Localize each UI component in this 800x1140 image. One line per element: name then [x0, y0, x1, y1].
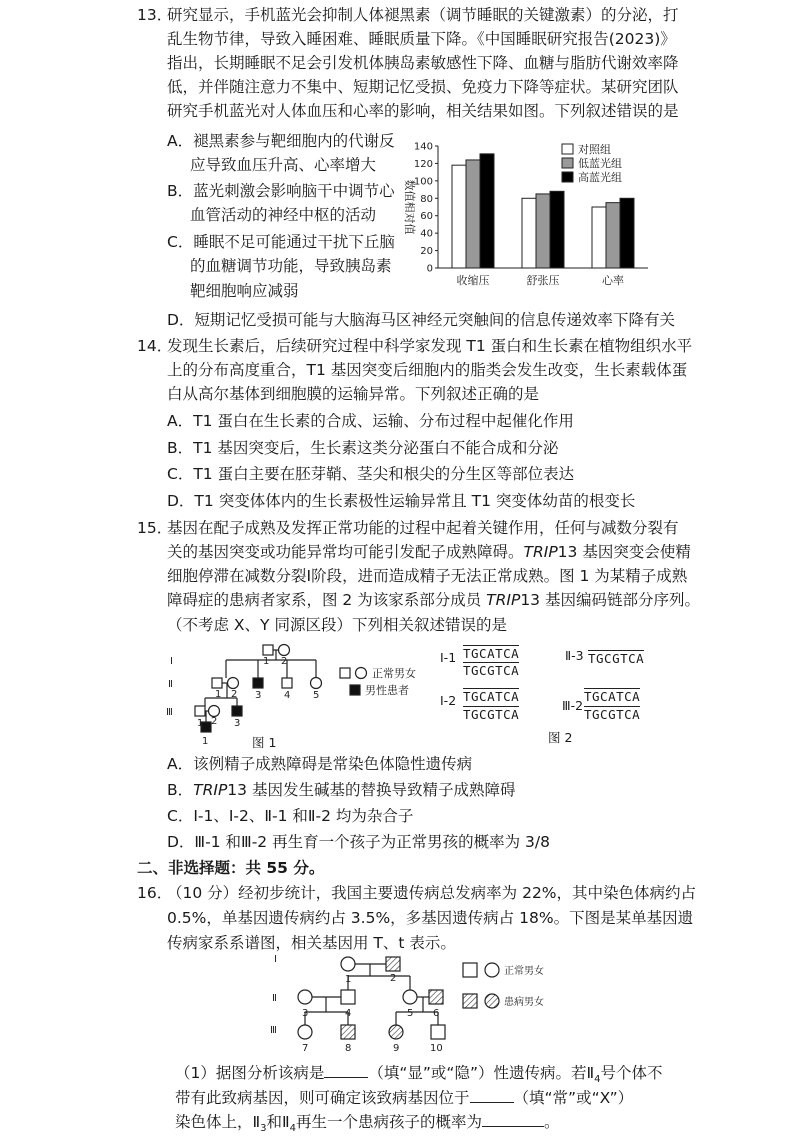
- figure-2-caption: 图 2: [548, 730, 573, 745]
- q15-line-3: 细胞停滞在减数分裂Ⅰ阶段，进而造成精子无法正常成熟。图 1 为某精子成熟: [167, 567, 688, 585]
- q15-option-d: D．Ⅲ-1 和Ⅲ-2 再生育一个孩子为正常男孩的概率为 3/8: [167, 833, 550, 851]
- chart-bar: [620, 198, 634, 268]
- svg-text:1: 1: [215, 689, 222, 700]
- chart-category-label: 舒张压: [526, 274, 560, 287]
- chart-bar: [466, 160, 480, 268]
- svg-text:1: 1: [197, 718, 204, 729]
- q14-option-c: C．T1 蛋白主要在胚芽鞘、茎尖和根尖的分生区等部位表达: [167, 465, 575, 483]
- chart-bar: [522, 198, 536, 268]
- q14-option-d: D．T1 突变体体内的生长素极性运输异常且 T1 突变体幼苗的根变长: [167, 492, 636, 510]
- chart-y-tick-label: 0: [426, 263, 433, 275]
- chart-y-tick-label: 140: [413, 141, 433, 153]
- seq-ii3-strand-1: TGCGTCA: [588, 651, 645, 666]
- q15-line-1: 基因在配子成熟及发挥正常功能的过程中起着关键作用，任何与减数分裂有: [167, 519, 679, 537]
- seq-label-ii3: Ⅱ-3: [565, 648, 584, 663]
- q15-option-c: C．Ⅰ-1、Ⅰ-2、Ⅱ-1 和Ⅱ-2 均为杂合子: [167, 807, 414, 825]
- q13-option-c-1: C．睡眠不足可能通过干扰下丘脑: [167, 233, 395, 251]
- svg-text:2: 2: [211, 716, 218, 727]
- q16-sub1-line-1: （1）据图分析该病是 （填“显”或“隐”）性遗传病。若$Ⅱ_4$号个体不: [175, 1061, 663, 1091]
- chart-y-label: 数值相对值: [403, 179, 416, 235]
- svg-text:2: 2: [281, 656, 288, 667]
- chart-bar: [480, 154, 494, 268]
- svg-text:4: 4: [284, 690, 291, 701]
- svg-text:6: 6: [433, 1008, 440, 1019]
- q16-number: 16．: [137, 884, 173, 902]
- legend-patient: 男性患者: [365, 684, 409, 697]
- svg-text:2: 2: [231, 689, 238, 700]
- q14-number: 14．: [137, 337, 173, 355]
- gene-name: TRIP: [486, 591, 521, 609]
- q15-line-4-text: 障碍症的患病者家系，图 2 为该家系部分成员: [167, 591, 487, 609]
- chart-bar: [592, 207, 606, 268]
- chart-legend-swatch: [562, 144, 573, 154]
- svg-text:9: 9: [393, 1043, 400, 1054]
- svg-text:1: 1: [263, 656, 270, 667]
- q13-number: 13．: [137, 6, 173, 24]
- q15-line-2: [167, 541, 691, 563]
- chart-legend-label: 低蓝光组: [578, 157, 622, 170]
- chart-bar: [550, 191, 564, 268]
- chart-y-tick-label: 120: [413, 158, 433, 170]
- q13-option-b-2: 血管活动的神经中枢的活动: [190, 206, 377, 224]
- q13-line-4: 低，并伴随注意力不集中、短期记忆受损、免疫力下降等症状。某研究团队: [167, 78, 679, 96]
- legend-normal: 正常男女: [372, 667, 416, 680]
- chart-y-tick-label: 80: [420, 193, 433, 205]
- answer-blank-2[interactable]: [470, 1086, 514, 1103]
- svg-text:Ⅲ: Ⅲ: [270, 1025, 277, 1036]
- seq-label-iii2: Ⅲ-2: [562, 698, 584, 713]
- chart-category-label: 收缩压: [456, 274, 490, 287]
- chart-legend-swatch: [562, 172, 573, 182]
- q15-line-5: （不考虑 X、Y 同源区段）下列相关叙述错误的是: [167, 616, 507, 634]
- seq-i1-strand-2: TGCGTCA: [463, 663, 520, 678]
- q16-line-2: 0.5%，单基因遗传病约占 3.5%，多基因遗传病占 18%。下图是某单基因遗: [167, 909, 694, 927]
- chart-legend-swatch: [562, 158, 573, 168]
- answer-blank-3[interactable]: [482, 1110, 544, 1127]
- pedigree-male-normal: [263, 645, 273, 655]
- svg-text:4: 4: [345, 1008, 352, 1019]
- q13-line-3: 指出，长期睡眠不足会引发机体胰岛素敏感性下降、血糖与脂肪代谢效率降: [167, 54, 679, 72]
- q13-option-c-3: 靶细胞响应减弱: [190, 282, 299, 300]
- q14-line-1: 发现生长素后，后续研究过程中科学家发现 T1 蛋白和生长素在植物组织水平: [167, 337, 693, 355]
- svg-text:3: 3: [255, 690, 262, 701]
- q15-number: 15．: [137, 519, 173, 537]
- svg-text:3: 3: [302, 1008, 309, 1019]
- q14-line-3: 白从高尔基体到细胞膜的运输异常。下列叙述正确的是: [167, 385, 540, 403]
- q14-line-2: 上的分布高度重合，T1 基因突变后细胞内的脂类会发生改变，生长素载体蛋: [167, 361, 688, 379]
- seq-iii2-strand-1: TGCATCA: [584, 689, 641, 704]
- q16-line-1: （10 分）经初步统计，我国主要遗传病总发病率为 22%，其中染色体病约占: [167, 884, 697, 902]
- chart-bar: [536, 194, 550, 268]
- q16-line-3: 传病家系系谱图，相关基因用 T、t 表示。: [167, 934, 456, 952]
- q15-option-a: A．该例精子成熟障碍是常染色体隐性遗传病: [167, 755, 473, 773]
- q13-option-d: D．短期记忆受损可能与大脑海马区神经元突触间的信息传递效率下降有关: [167, 311, 675, 329]
- q15-line-4: [167, 589, 700, 611]
- seq-i2-strand-1: TGCATCA: [463, 689, 520, 704]
- chart-y-tick-label: 40: [420, 228, 433, 240]
- q14-option-a: A．T1 蛋白在生长素的合成、运输、分布过程中起催化作用: [167, 412, 574, 430]
- gen-label: Ⅲ: [166, 707, 173, 718]
- svg-text:2: 2: [390, 973, 397, 984]
- chart-legend-label: 高蓝光组: [578, 171, 622, 184]
- q16-legend-normal: 正常男女: [504, 966, 544, 977]
- q16-sub1-line-3: 染色体上，$Ⅱ_3$和$Ⅱ_4$再生一个患病孩子的概率为 。: [175, 1110, 560, 1140]
- pedigree-figure-q16: [268, 950, 588, 1058]
- q15-line-2-tail: 13 基因突变会使精: [557, 543, 691, 561]
- gen-label: Ⅰ: [170, 656, 173, 667]
- q15-option-b-text: 13 基因发生碱基的替换导致精子成熟障碍: [227, 781, 516, 799]
- q15-option-b-prefix: B．: [167, 781, 194, 799]
- chart-legend-label: 对照组: [578, 143, 611, 156]
- svg-text:5: 5: [313, 690, 320, 701]
- q13-line-5: 研究手机蓝光对人体血压和心率的影响，相关结果如图。下列叙述错误的是: [167, 102, 679, 120]
- svg-text:10: 10: [430, 1043, 443, 1054]
- gene-name: TRIP: [523, 543, 558, 561]
- q13-option-c-2: 的血糖调节功能，导致胰岛素: [190, 257, 392, 275]
- chart-bar: [606, 203, 620, 268]
- q15-line-4-tail: 13 基因编码链部分序列。: [520, 591, 700, 609]
- q13-option-b-1: B．蓝光刺激会影响脑干中调节心: [167, 182, 395, 200]
- gene-name: TRIP: [193, 781, 228, 799]
- q13-line-2: 乱生物节律，导致入睡困难、睡眠质量下降。《中国睡眠研究报告(2023)》: [167, 30, 676, 48]
- q13-line-1: 研究显示，手机蓝光会抑制人体褪黑素（调节睡眠的关键激素）的分泌，打: [167, 6, 679, 24]
- seq-i1-strand-1: TGCATCA: [463, 646, 520, 661]
- svg-text:3: 3: [234, 718, 241, 729]
- q15-option-b: [167, 779, 515, 801]
- pedigree-female-normal: [279, 645, 290, 656]
- chart-y-tick-label: 60: [420, 211, 433, 223]
- seq-label-i2: Ⅰ-2: [440, 693, 457, 708]
- chart-y-tick-label: 100: [413, 176, 433, 188]
- q13-option-a-1: A．褪黑素参与靶细胞内的代谢反: [167, 132, 395, 150]
- pedigree-figure-1: [160, 640, 430, 750]
- svg-text:Ⅰ: Ⅰ: [274, 954, 277, 965]
- blood-pressure-chart: [390, 138, 680, 290]
- answer-blank-1[interactable]: [324, 1061, 368, 1078]
- q14-option-b: B．T1 基因突变后，生长素这类分泌蛋白不能合成和分泌: [167, 439, 559, 457]
- svg-text:1: 1: [345, 974, 352, 985]
- q16-legend-patient: 患病男女: [504, 997, 544, 1008]
- q15-line-2-text: 关的基因突变或功能异常均可能引发配子成熟障碍。: [167, 543, 524, 561]
- figure-1-caption: 图 1: [252, 735, 277, 750]
- chart-category-label: 心率: [602, 274, 624, 287]
- svg-text:7: 7: [302, 1043, 309, 1054]
- seq-iii2-strand-2: TGCGTCA: [584, 707, 641, 722]
- section-heading: 二、非选择题：共 55 分。: [137, 859, 325, 877]
- seq-i2-strand-2: TGCGTCA: [463, 707, 520, 722]
- seq-label-i1: Ⅰ-1: [440, 650, 457, 665]
- svg-text:Ⅱ: Ⅱ: [272, 993, 277, 1004]
- gen-label: Ⅱ: [168, 679, 173, 690]
- svg-text:1: 1: [202, 736, 209, 747]
- q16-sub1-line-2: 带有此致病基因，则可确定该致病基因位于 （填“常”或“X”）: [175, 1086, 633, 1109]
- svg-text:8: 8: [345, 1043, 352, 1054]
- svg-text:5: 5: [407, 1008, 414, 1019]
- q13-option-a-2: 应导致血压升高、心率增大: [190, 156, 377, 174]
- chart-y-tick-label: 20: [420, 246, 433, 258]
- chart-bar: [452, 165, 466, 268]
